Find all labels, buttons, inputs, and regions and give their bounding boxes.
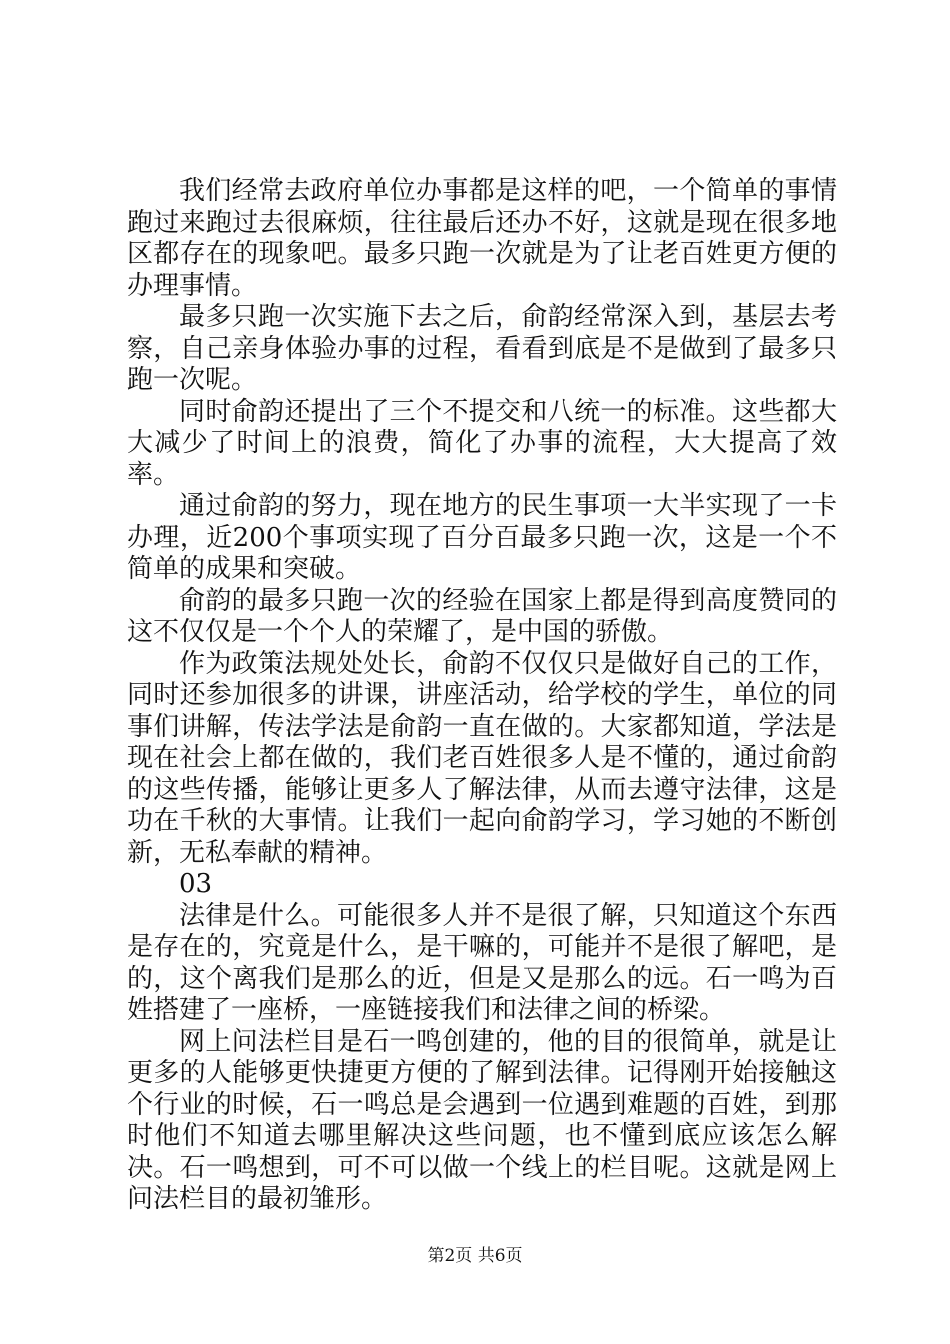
page-footer: 第2页 共6页 [427, 1246, 523, 1266]
paragraph: 我们经常去政府单位办事都是这样的吧，一个简单的事情跑过来跑过去很麻烦，往往最后还办不好，这就是现在很多地区都存在的现象吧。最多只跑一次就是为了让老百姓更方便的办理事情。 [127, 176, 837, 301]
paragraph: 通过俞韵的努力，现在地方的民生事项一大半实现了一卡办理，近200个事项实现了百分百最多只跑一次，这是一个不简单的成果和突破。 [127, 491, 837, 584]
paragraph: 同时俞韵还提出了三个不提交和八统一的标准。这些都大大减少了时间上的浪费，简化了办事的流程，大大提高了效率。 [127, 396, 837, 490]
paragraph: 俞韵的最多只跑一次的经验在国家上都是得到高度赞同的这不仅仅是一个个人的荣耀了，是中国的骄傲。 [127, 585, 837, 647]
document-body [127, 176, 837, 1216]
paragraph: 法律是什么。可能很多人并不是很了解，只知道这个东西是存在的，究竟是什么，是干嘛的，可能并不是很了解吧，是的，这个离我们是那么的近，但是又是那么的远。石一鸣为百姓搭建了一座桥，一座链接我们和法律之间的桥梁。 [127, 900, 837, 1025]
section-number: 03 [179, 869, 213, 899]
paragraph: 作为政策法规处处长，俞韵不仅仅只是做好自己的工作，同时还参加很多的讲课，讲座活动，给学校的学生，单位的同事们讲解，传法学法是俞韵一直在做的。大家都知道，学法是现在社会上都在做的，我们老百姓很多人是不懂的，通过俞韵的这些传播，能够让更多人了解法律，从而去遵守法律，这是功在千秋的大事情。让我们一起向俞韵学习，学习她的不断创新，无私奉献的精神。 [127, 648, 837, 868]
paragraph: 最多只跑一次实施下去之后，俞韵经常深入到，基层去考察，自己亲身体验办事的过程，看看到底是不是做到了最多只跑一次呢。 [127, 302, 837, 395]
paragraph: 网上问法栏目是石一鸣创建的，他的目的很简单，就是让更多的人能够更快捷更方便的了解到法律。记得刚开始接触这个行业的时候，石一鸣总是会遇到一位遇到难题的百姓，到那时他们不知道去哪里解决这些问题，也不懂到底应该怎么解决。石一鸣想到，可不可以做一个线上的栏目呢。这就是网上问法栏目的最初雏形。 [127, 1026, 837, 1214]
